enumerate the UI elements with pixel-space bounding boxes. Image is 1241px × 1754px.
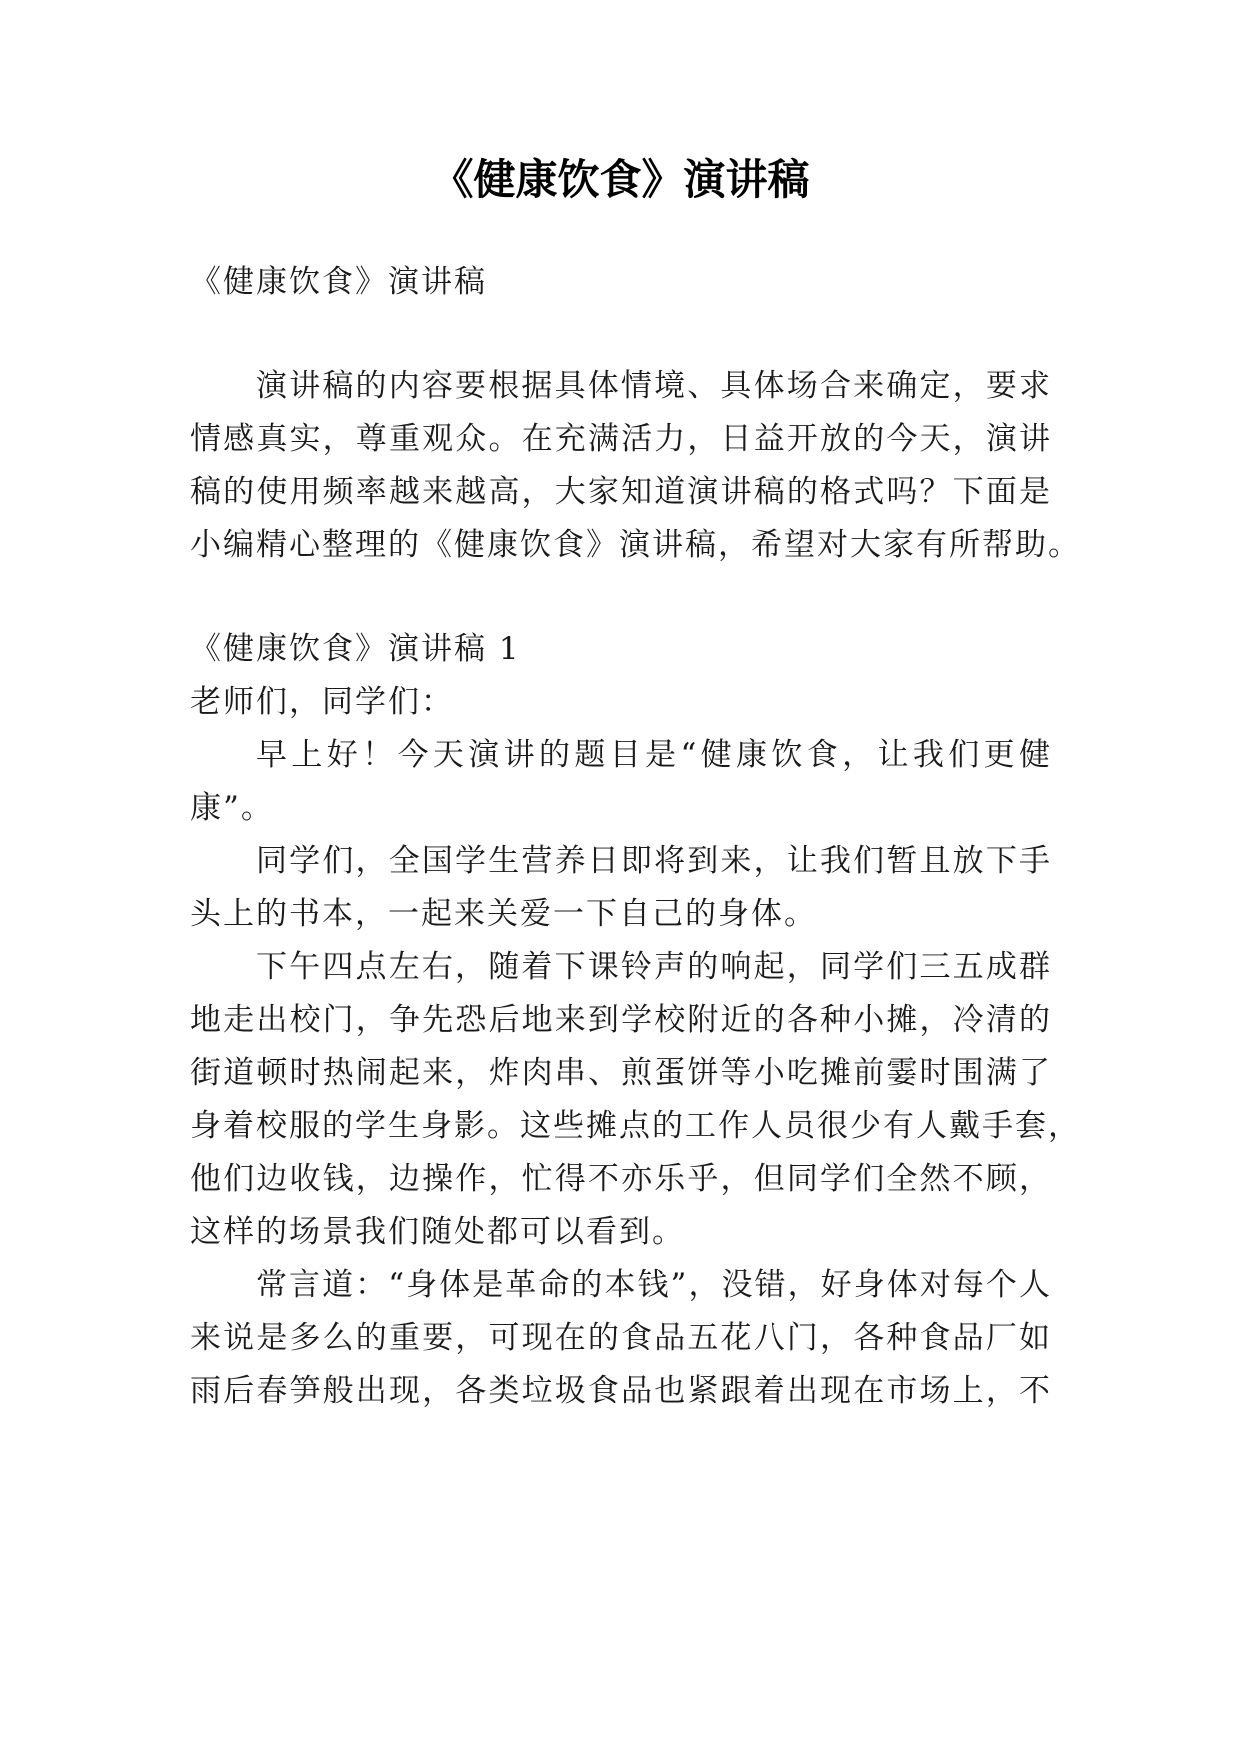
body-line: 康”。 bbox=[190, 790, 274, 826]
body-line: 早上好！今天演讲的题目是“健康饮食，让我们更健 bbox=[256, 737, 1052, 773]
body-line: 身着校服的学生身影。这些摊点的工作人员很少有人戴手套， bbox=[190, 1108, 1081, 1144]
body-line: 常言道：“身体是革命的本钱”，没错，好身体对每个人 bbox=[256, 1267, 1052, 1303]
body-line: 地走出校门，争先恐后地来到学校附近的各种小摊，冷清的 bbox=[190, 1002, 1052, 1038]
body-line: 头上的书本，一起来关爱一下自己的身体。 bbox=[190, 896, 817, 932]
body-line: 这样的场景我们随处都可以看到。 bbox=[190, 1214, 685, 1250]
section-heading: 《健康饮食》演讲稿 1 bbox=[190, 631, 521, 667]
body-line: 来说是多么的重要，可现在的食品五花八门，各种食品厂如 bbox=[190, 1320, 1052, 1356]
salutation: 老师们，同学们： bbox=[190, 684, 454, 720]
intro-line: 演讲稿的内容要根据具体情境、具体场合来确定，要求 bbox=[256, 368, 1052, 404]
document-title: 《健康饮食》演讲稿 bbox=[431, 155, 810, 204]
body-line: 雨后春笋般出现，各类垃圾食品也紧跟着出现在市场上，不 bbox=[190, 1373, 1052, 1409]
body-line: 他们边收钱，边操作，忙得不亦乐乎，但同学们全然不顾， bbox=[190, 1161, 1052, 1197]
intro-line: 情感真实，尊重观众。在充满活力，日益开放的今天，演讲 bbox=[190, 421, 1052, 457]
intro-line: 小编精心整理的《健康饮食》演讲稿，希望对大家有所帮助。 bbox=[190, 527, 1081, 563]
body-line: 下午四点左右，随着下课铃声的响起，同学们三五成群 bbox=[256, 949, 1052, 985]
document-subtitle: 《健康饮食》演讲稿 bbox=[190, 264, 487, 300]
body-line: 同学们，全国学生营养日即将到来，让我们暂且放下手 bbox=[256, 843, 1052, 879]
body-line: 街道顿时热闹起来，炸肉串、煎蛋饼等小吃摊前霎时围满了 bbox=[190, 1055, 1052, 1091]
intro-line: 稿的使用频率越来越高，大家知道演讲稿的格式吗？下面是 bbox=[190, 474, 1052, 510]
